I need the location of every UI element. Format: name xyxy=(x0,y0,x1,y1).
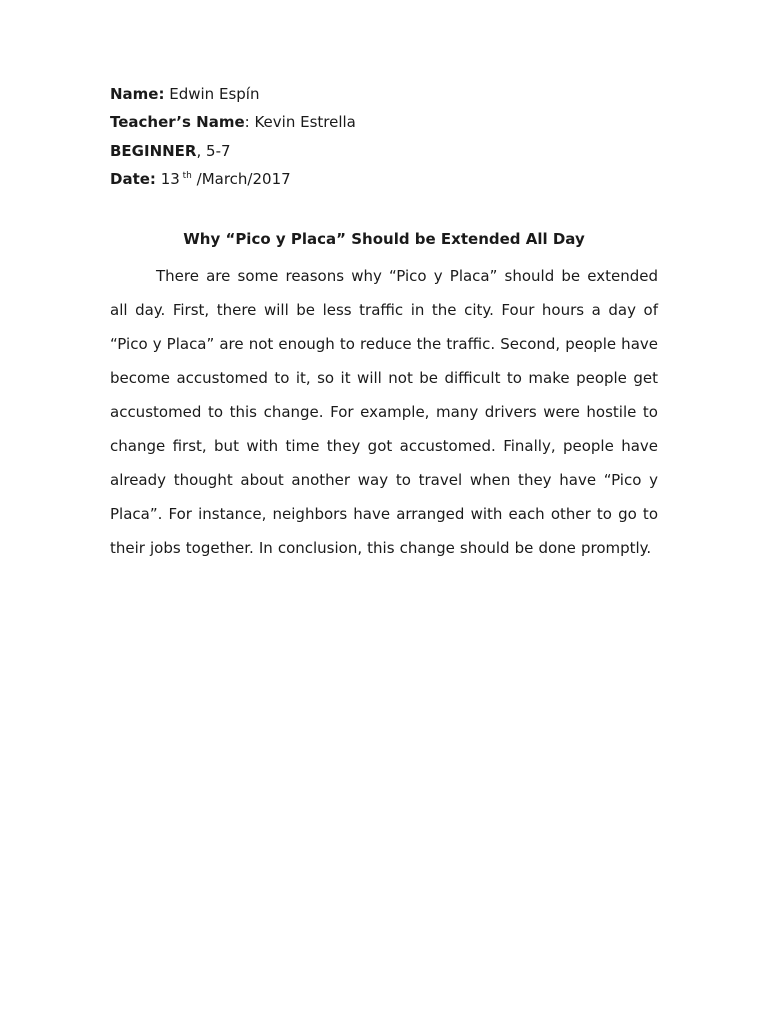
date-month-year: /March/2017 xyxy=(191,169,291,188)
date-day: 13 xyxy=(155,169,180,188)
name-line xyxy=(110,80,658,108)
level-label: BEGINNER xyxy=(110,141,197,160)
teacher-label: Teacher’s Name xyxy=(110,113,245,132)
essay-title: Why “Pico y Placa” Should be Extended All Day xyxy=(183,230,585,248)
student-info-header xyxy=(110,80,658,193)
level-line xyxy=(110,137,658,165)
level-value: , 5-7 xyxy=(196,141,231,160)
document-page xyxy=(110,0,658,1024)
name-value: Edwin Espín xyxy=(164,85,260,103)
name-label: Name: xyxy=(110,85,165,103)
teacher-line xyxy=(110,108,658,136)
date-line xyxy=(110,165,658,193)
date-ordinal-suffix: th xyxy=(179,170,192,181)
essay-paragraph: There are some reasons why “Pico y Placa” should be extended all day. First, there will be less traffic in the city. Four hours a day of “Pico y Placa” are not enough to reduce the traffic. Second, people have become accustomed to it, so it will not be difficult to make people get accustomed to this change. For example, many drivers were hostile to change first, but with time they got accustomed. Finally, people have already thought about another way to travel when they have “Pico y Placa”. For instance, neighbors have arranged with each other to go to their jobs together. In conclusion, this change should be done promptly. xyxy=(110,267,658,557)
teacher-value: : Kevin Estrella xyxy=(244,113,356,132)
date-label: Date: xyxy=(110,169,156,188)
